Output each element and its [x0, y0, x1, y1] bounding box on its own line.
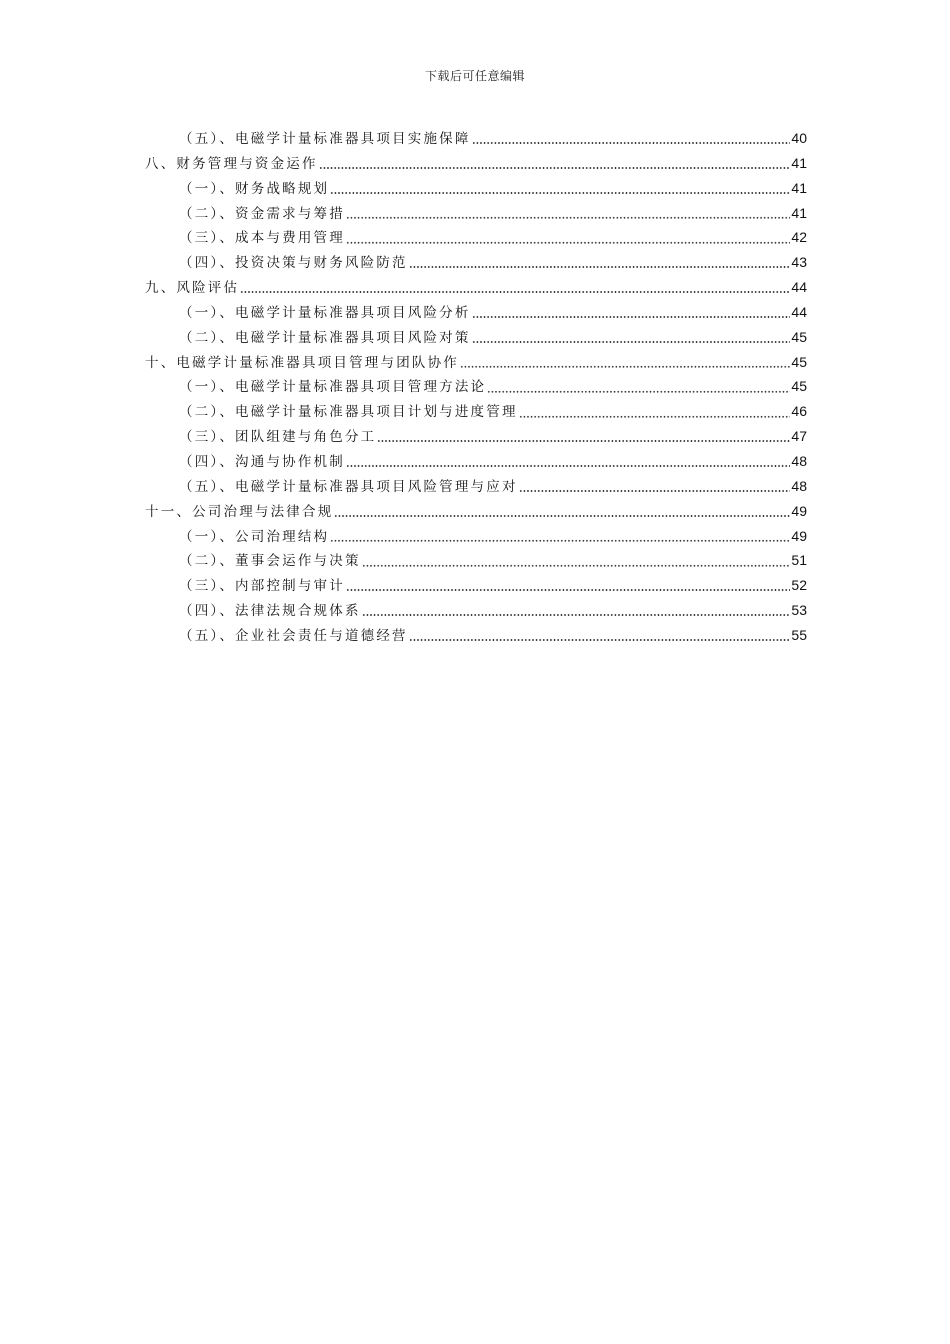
toc-entry-page-number: 49	[791, 527, 807, 544]
toc-entry-title: （一）、公司治理结构	[179, 528, 330, 545]
toc-dot-leader	[409, 628, 791, 642]
toc-dot-leader	[362, 603, 791, 617]
toc-entry-title: （五）、电磁学计量标准器具项目实施保障	[179, 131, 471, 147]
toc-entry-title: 八、财务管理与资金运作	[145, 155, 318, 172]
toc-entry[interactable]	[145, 623, 807, 648]
toc-entry-title: （五）、企业社会责任与道德经营	[179, 627, 408, 644]
toc-dot-leader	[472, 131, 791, 145]
toc-entry-page-number: 53	[791, 602, 807, 619]
toc-entry[interactable]	[145, 474, 807, 499]
toc-entry[interactable]	[145, 449, 807, 474]
toc-dot-leader	[487, 379, 790, 393]
toc-entry-page-number: 52	[791, 577, 807, 594]
table-of-contents	[145, 126, 807, 648]
toc-entry-page-number: 49	[791, 502, 807, 519]
toc-entry-page-number: 47	[791, 428, 807, 445]
toc-entry-title: （三）、内部控制与审计	[179, 578, 345, 595]
toc-entry-title: （三）、成本与费用管理	[179, 230, 345, 247]
toc-entry-page-number: 42	[791, 229, 807, 246]
toc-dot-leader	[330, 528, 790, 542]
toc-dot-leader	[377, 429, 790, 443]
toc-entry-title: （四）、沟通与协作机制	[179, 453, 345, 470]
toc-entry-page-number: 45	[791, 378, 807, 395]
toc-entry[interactable]	[145, 201, 807, 226]
toc-dot-leader	[346, 578, 790, 592]
toc-entry-title: （一）、财务战略规划	[179, 180, 330, 197]
toc-entry-page-number: 40	[791, 130, 807, 146]
toc-dot-leader	[472, 330, 791, 344]
toc-entry-title: 十一、公司治理与法律合规	[145, 503, 334, 520]
toc-entry-title: （四）、投资决策与财务风险防范	[179, 255, 408, 272]
toc-entry-page-number: 45	[791, 328, 807, 345]
toc-entry[interactable]	[145, 325, 807, 350]
toc-entry-title: （二）、资金需求与筹措	[179, 205, 345, 222]
toc-entry[interactable]	[145, 598, 807, 623]
toc-entry[interactable]	[145, 374, 807, 399]
toc-entry[interactable]	[145, 524, 807, 549]
toc-entry-title: （三）、团队组建与角色分工	[179, 429, 377, 446]
toc-entry-page-number: 48	[791, 477, 807, 494]
toc-dot-leader	[319, 156, 791, 170]
toc-dot-leader	[334, 504, 790, 518]
toc-entry[interactable]	[145, 424, 807, 449]
toc-entry-page-number: 45	[791, 353, 807, 370]
toc-entry-page-number: 48	[791, 452, 807, 469]
toc-entry-page-number: 46	[791, 403, 807, 420]
toc-dot-leader	[346, 230, 790, 244]
toc-dot-leader	[362, 553, 791, 567]
toc-entry[interactable]	[145, 350, 807, 375]
toc-dot-leader	[346, 205, 790, 219]
toc-dot-leader	[330, 181, 790, 195]
toc-dot-leader	[519, 479, 791, 493]
toc-entry-title: 十、电磁学计量标准器具项目管理与团队协作	[145, 354, 459, 371]
toc-entry-title: （五）、电磁学计量标准器具项目风险管理与应对	[179, 478, 518, 495]
toc-entry-page-number: 44	[791, 279, 807, 296]
toc-entry-title: （二）、电磁学计量标准器具项目计划与进度管理	[179, 404, 518, 421]
toc-entry-page-number: 55	[791, 626, 807, 643]
toc-entry-title: （二）、董事会运作与决策	[179, 553, 361, 570]
toc-dot-leader	[409, 255, 791, 269]
toc-entry[interactable]	[145, 399, 807, 424]
toc-entry-page-number: 44	[791, 303, 807, 320]
page-header: 下载后可任意编辑	[424, 69, 525, 83]
toc-entry-title: 九、风险评估	[145, 280, 240, 297]
toc-entry-page-number: 41	[791, 179, 807, 196]
toc-dot-leader	[472, 305, 791, 319]
toc-entry[interactable]	[145, 275, 807, 300]
toc-entry[interactable]	[145, 548, 807, 573]
toc-entry[interactable]	[145, 176, 807, 201]
toc-entry[interactable]	[145, 300, 807, 325]
toc-dot-leader	[460, 354, 790, 368]
toc-entry-title: （一）、电磁学计量标准器具项目风险分析	[179, 304, 471, 321]
toc-dot-leader	[519, 404, 791, 418]
toc-entry[interactable]	[145, 499, 807, 524]
toc-entry-page-number: 51	[791, 552, 807, 569]
toc-entry[interactable]	[145, 126, 807, 151]
toc-entry-page-number: 43	[791, 254, 807, 271]
toc-entry-page-number: 41	[791, 154, 807, 171]
toc-entry-page-number: 41	[791, 204, 807, 221]
toc-dot-leader	[240, 280, 790, 294]
toc-entry[interactable]	[145, 573, 807, 598]
toc-entry[interactable]	[145, 250, 807, 275]
toc-entry-title: （一）、电磁学计量标准器具项目管理方法论	[179, 379, 487, 396]
toc-entry-title: （二）、电磁学计量标准器具项目风险对策	[179, 329, 471, 346]
toc-entry[interactable]	[145, 225, 807, 250]
toc-entry[interactable]	[145, 151, 807, 176]
toc-dot-leader	[346, 454, 790, 468]
toc-entry-title: （四）、法律法规合规体系	[179, 603, 361, 620]
